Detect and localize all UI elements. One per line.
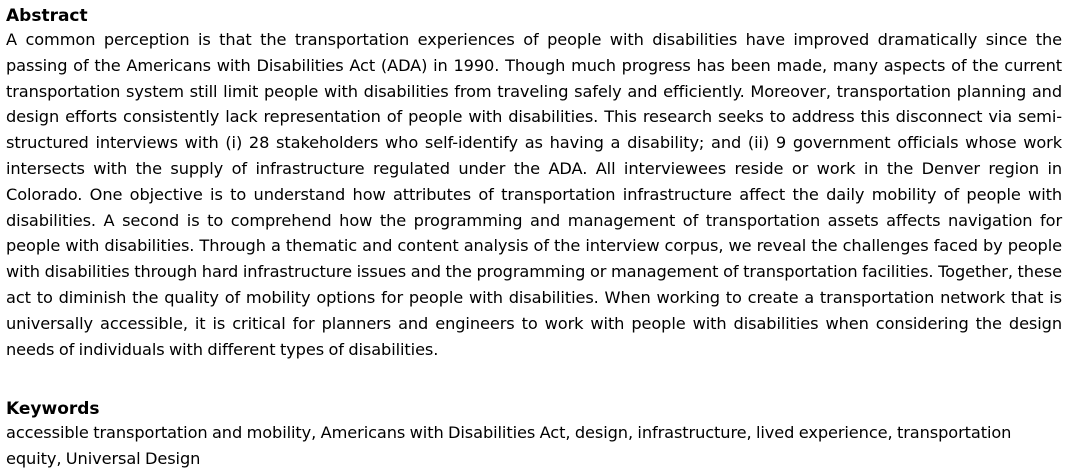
keywords-text: accessible transportation and mobility, Americans with Disabilities Act, design, infrastructure, lived experience, transportation equity, Universal Design (6, 423, 1012, 468)
keywords-heading: Keywords (6, 399, 100, 419)
abstract-section (6, 5, 1062, 362)
abstract-text: A common perception is that the transportation experiences of people with disabilities have improved dramatically since the passing of the Americans with Disabilities Act (ADA) in 1990. Though much progress has been made, many aspects of the current transportation system still limit people with disabilities from traveling safely and efficiently. Moreover, transportation planning and design efforts consistently lack representation of people with disabilities. This research seeks to address this disconnect via semi-structured interviews with (i) 28 stakeholders who self-identify as having a disability; and (ii) 9 government officials whose work intersects with the supply of infrastructure regulated under the ADA. All interviewees reside or work in the Denver region in Colorado. One objective is to understand how attributes of transportation infrastructure affect the daily mobility of people with disabilities. A second is to comprehend how the programming and management of transportation assets affects navigation for people with disabilities. Through a thematic and content analysis of the interview corpus, we reveal the challenges faced by people with disabilities through hard infrastructure issues and the programming or management of transportation facilities. Together, these act to diminish the quality of mobility options for people with disabilities. When working to create a transportation network that is universally accessible, it is critical for planners and engineers to work with people with disabilities when considering the design needs of individuals with different types of disabilities. (6, 30, 1062, 359)
keywords-section (6, 398, 1062, 472)
abstract-heading: Abstract (6, 6, 88, 26)
